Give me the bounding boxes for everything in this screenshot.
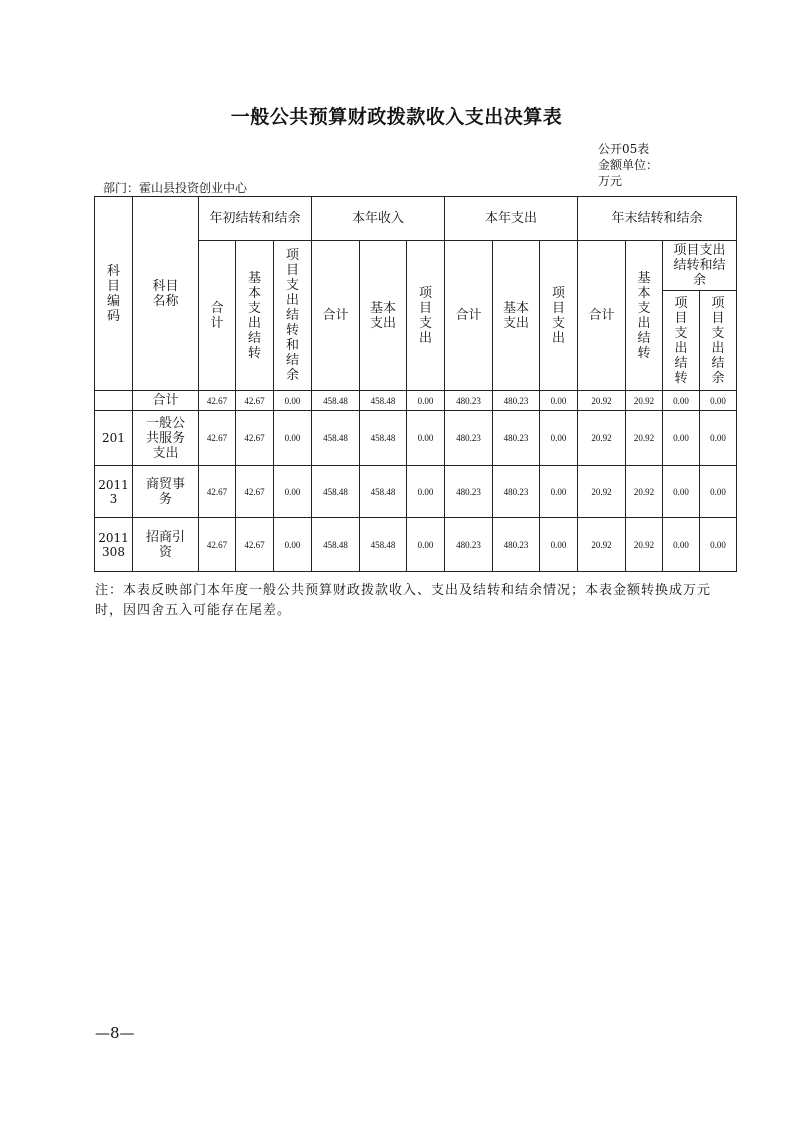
row-value: 480.23 xyxy=(493,518,540,572)
header-name: 科目名称 xyxy=(133,197,199,391)
row-value: 480.23 xyxy=(445,391,493,411)
header-end-total: 合计 xyxy=(578,241,626,391)
row-value: 42.67 xyxy=(199,466,236,518)
header-end-project-carry: 项目支出结转 xyxy=(663,291,700,391)
row-value: 458.48 xyxy=(360,411,407,466)
row-value: 0.00 xyxy=(540,391,578,411)
row-name: 一般公共服务支出 xyxy=(133,411,199,466)
table-row xyxy=(95,411,737,466)
row-value: 458.48 xyxy=(360,391,407,411)
unit-value: 万元 xyxy=(598,174,623,188)
row-code xyxy=(95,391,133,411)
row-value: 480.23 xyxy=(445,518,493,572)
form-number: 公开05表 xyxy=(598,142,650,156)
row-value: 0.00 xyxy=(540,466,578,518)
table-row xyxy=(95,391,737,411)
row-value: 0.00 xyxy=(700,391,737,411)
meta-block xyxy=(598,141,668,189)
row-value: 0.00 xyxy=(407,391,445,411)
unit-label: 金额单位： xyxy=(598,158,659,172)
row-code: 2011308 xyxy=(95,518,133,572)
row-value: 480.23 xyxy=(445,411,493,466)
row-name: 合计 xyxy=(133,391,199,411)
header-group-expense: 本年支出 xyxy=(445,197,578,241)
row-value: 0.00 xyxy=(663,466,700,518)
header-end-basic: 基本支出结转 xyxy=(626,241,663,391)
header-begin-basic: 基本支出结转 xyxy=(236,241,274,391)
row-value: 42.67 xyxy=(199,518,236,572)
budget-table xyxy=(94,196,737,572)
row-value: 480.23 xyxy=(445,466,493,518)
row-value: 458.48 xyxy=(312,466,360,518)
page-number: —8— xyxy=(95,1024,135,1042)
row-value: 0.00 xyxy=(663,518,700,572)
header-code: 科目编码 xyxy=(95,197,133,391)
row-value: 42.67 xyxy=(199,411,236,466)
row-value: 42.67 xyxy=(199,391,236,411)
row-value: 458.48 xyxy=(360,518,407,572)
row-value: 20.92 xyxy=(626,411,663,466)
row-value: 458.48 xyxy=(360,466,407,518)
header-expense-basic: 基本支出 xyxy=(493,241,540,391)
table-row xyxy=(95,518,737,572)
row-value: 20.92 xyxy=(626,518,663,572)
header-begin-total: 合计 xyxy=(199,241,236,391)
header-expense-project: 项目支出 xyxy=(540,241,578,391)
row-value: 20.92 xyxy=(578,391,626,411)
row-value: 458.48 xyxy=(312,518,360,572)
row-value: 0.00 xyxy=(407,411,445,466)
header-income-basic: 基本支出 xyxy=(360,241,407,391)
row-value: 480.23 xyxy=(493,391,540,411)
row-name: 招商引资 xyxy=(133,518,199,572)
department-label: 部门：霍山县投资创业中心 xyxy=(103,181,248,195)
row-value: 480.23 xyxy=(493,411,540,466)
header-income-project: 项目支出 xyxy=(407,241,445,391)
row-value: 0.00 xyxy=(407,466,445,518)
row-value: 42.67 xyxy=(236,466,274,518)
row-value: 0.00 xyxy=(700,518,737,572)
row-code: 201 xyxy=(95,411,133,466)
row-value: 0.00 xyxy=(663,391,700,411)
row-code: 20113 xyxy=(95,466,133,518)
header-group-end: 年末结转和结余 xyxy=(578,197,737,241)
row-value: 480.23 xyxy=(493,466,540,518)
header-end-project-balance: 项目支出结余 xyxy=(700,291,737,391)
row-value: 42.67 xyxy=(236,391,274,411)
header-end-project-group: 项目支出结转和结余 xyxy=(663,241,737,291)
row-value: 0.00 xyxy=(274,518,312,572)
footnote: 注：本表反映部门本年度一般公共预算财政拨款收入、支出及结转和结余情况；本表金额转换成万元时，因四舍五入可能存在尾差。 xyxy=(95,583,712,618)
row-value: 0.00 xyxy=(407,518,445,572)
row-value: 458.48 xyxy=(312,411,360,466)
row-value: 20.92 xyxy=(626,391,663,411)
row-value: 0.00 xyxy=(700,466,737,518)
row-value: 0.00 xyxy=(540,411,578,466)
row-value: 0.00 xyxy=(663,411,700,466)
row-value: 0.00 xyxy=(700,411,737,466)
row-name: 商贸事务 xyxy=(133,466,199,518)
row-value: 20.92 xyxy=(578,518,626,572)
table-row xyxy=(95,466,737,518)
row-value: 20.92 xyxy=(578,411,626,466)
row-value: 0.00 xyxy=(274,466,312,518)
row-value: 20.92 xyxy=(626,466,663,518)
header-expense-total: 合计 xyxy=(445,241,493,391)
header-group-begin: 年初结转和结余 xyxy=(199,197,312,241)
row-value: 42.67 xyxy=(236,411,274,466)
page-title: 一般公共预算财政拨款收入支出决算表 xyxy=(230,106,563,128)
row-value: 0.00 xyxy=(274,411,312,466)
header-group-income: 本年收入 xyxy=(312,197,445,241)
row-value: 458.48 xyxy=(312,391,360,411)
row-value: 0.00 xyxy=(274,391,312,411)
row-value: 0.00 xyxy=(540,518,578,572)
row-value: 42.67 xyxy=(236,518,274,572)
row-value: 20.92 xyxy=(578,466,626,518)
header-begin-project: 项目支出结转和结余 xyxy=(274,241,312,391)
header-income-total: 合计 xyxy=(312,241,360,391)
